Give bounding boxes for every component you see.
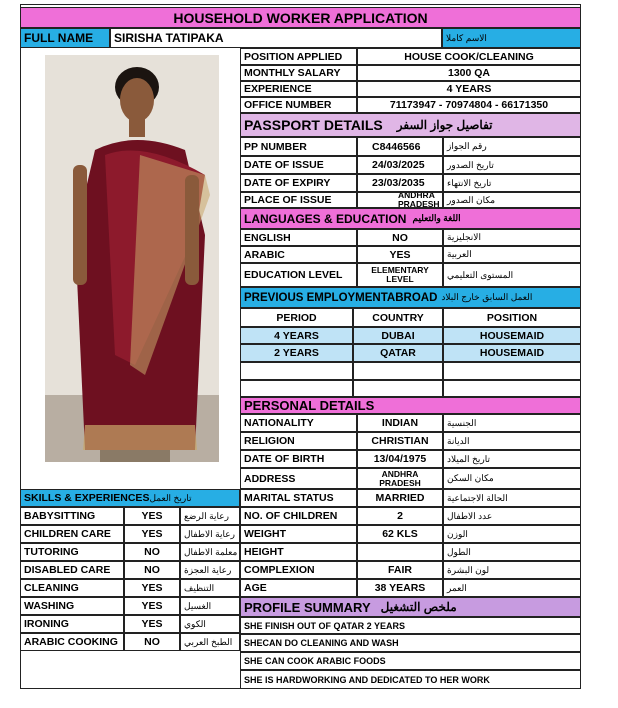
arabic-label: ARABIC (240, 246, 357, 263)
full-name-value: SIRISHA TATIPAKA (110, 28, 442, 48)
profile-line-2: SHECAN DO CLEANING AND WASH (240, 634, 581, 652)
personal-value: 62 KLS (357, 525, 443, 543)
personal-label: NO. OF CHILDREN (240, 507, 357, 525)
skill-label: BABYSITTING (20, 507, 124, 525)
skills-heading (20, 489, 240, 507)
date-of-expiry-ar: تاريخ الانتهاء (443, 174, 581, 192)
profile-heading-text: PROFILE SUMMARY (244, 599, 371, 615)
profile-line-3: SHE CAN COOK ARABIC FOODS (240, 652, 581, 670)
education-level-ar: المستوى التعليمي (443, 263, 581, 287)
personal-ar: لون البشرة (443, 561, 581, 579)
date-of-expiry-label: DATE OF EXPIRY (240, 174, 357, 192)
employment-heading (240, 287, 581, 308)
employment-row-3-country (353, 362, 443, 380)
personal-value: 38 YEARS (357, 579, 443, 597)
skill-label: CHILDREN CARE (20, 525, 124, 543)
skill-value: YES (124, 525, 180, 543)
employment-heading-ar: العمل السابق خارج البلاد (441, 292, 533, 302)
personal-label: NATIONALITY (240, 414, 357, 432)
passport-heading-text: PASSPORT DETAILS (244, 117, 383, 133)
employment-row-4-position (443, 380, 581, 397)
english-value: NO (357, 229, 443, 246)
experience-value: 4 YEARS (357, 81, 581, 97)
employment-heading-text: PREVIOUS EMPLOYMENTABROAD (244, 291, 438, 304)
skill-value: NO (124, 543, 180, 561)
monthly-salary-label: MONTHLY SALARY (240, 65, 357, 81)
office-number-value: 71173947 - 70974804 - 66171350 (357, 97, 581, 113)
date-of-expiry-value: 23/03/2035 (357, 174, 443, 192)
profile-heading (240, 597, 581, 617)
employment-row-1-period: 4 YEARS (240, 327, 353, 344)
english-ar: الانجليزية (443, 229, 581, 246)
skill-ar: التنظيف (180, 579, 240, 597)
pp-number-value: C8446566 (357, 137, 443, 156)
employment-row-1-country: DUBAI (353, 327, 443, 344)
skill-ar: معلمة الاطفال (180, 543, 240, 561)
personal-heading: PERSONAL DETAILS (240, 397, 581, 414)
skill-value: NO (124, 633, 180, 651)
personal-ar: الوزن (443, 525, 581, 543)
candidate-photo-drawing (45, 55, 219, 462)
employment-row-3-position (443, 362, 581, 380)
personal-label: RELIGION (240, 432, 357, 450)
skill-value: YES (124, 579, 180, 597)
employment-row-2-period: 2 YEARS (240, 344, 353, 362)
skill-ar: الطبخ العربي (180, 633, 240, 651)
pp-number-ar: رقم الجواز (443, 137, 581, 156)
personal-ar: العمر (443, 579, 581, 597)
employment-row-2-position: HOUSEMAID (443, 344, 581, 362)
personal-label: MARITAL STATUS (240, 489, 357, 507)
personal-ar: الحالة الاجتماعية (443, 489, 581, 507)
personal-ar: تاريخ الميلاد (443, 450, 581, 468)
experience-label: EXPERIENCE (240, 81, 357, 97)
personal-value: 13/04/1975 (357, 450, 443, 468)
personal-value: INDIAN (357, 414, 443, 432)
arabic-ar: العربية (443, 246, 581, 263)
personal-value: 2 (357, 507, 443, 525)
profile-line-4: SHE IS HARDWORKING AND DEDICATED TO HER WORK (240, 670, 581, 689)
languages-heading-text: LANGUAGES & EDUCATION (244, 211, 407, 226)
pp-number-label: PP NUMBER (240, 137, 357, 156)
english-label: ENGLISH (240, 229, 357, 246)
passport-heading (240, 113, 581, 137)
monthly-salary-value: 1300 QA (357, 65, 581, 81)
place-of-issue-label: PLACE OF ISSUE (240, 192, 357, 208)
place-of-issue-value: ANDHRA PRADESH (357, 192, 443, 208)
skill-ar: رعاية الاطفال (180, 525, 240, 543)
personal-label: COMPLEXION (240, 561, 357, 579)
employment-header-country: COUNTRY (353, 308, 443, 327)
employment-row-4-period (240, 380, 353, 397)
place-of-issue-ar: مكان الصدور (443, 192, 581, 208)
personal-value: CHRISTIAN (357, 432, 443, 450)
date-of-issue-value: 24/03/2025 (357, 156, 443, 174)
passport-heading-ar: تفاصيل جواز السفر (396, 118, 493, 132)
profile-line-1: SHE FINISH OUT OF QATAR 2 YEARS (240, 617, 581, 634)
skill-ar: الغسيل (180, 597, 240, 615)
skill-ar: الكوي (180, 615, 240, 633)
date-of-issue-ar: تاريخ الصدور (443, 156, 581, 174)
personal-ar: مكان السكن (443, 468, 581, 489)
skills-heading-text: SKILLS & EXPERIENCES (24, 492, 150, 504)
skill-label: WASHING (20, 597, 124, 615)
form-title: HOUSEHOLD WORKER APPLICATION (20, 7, 581, 28)
languages-heading (240, 208, 581, 229)
personal-label: HEIGHT (240, 543, 357, 561)
full-name-label: FULL NAME (20, 28, 110, 48)
position-applied-label: POSITION APPLIED (240, 48, 357, 65)
personal-label: WEIGHT (240, 525, 357, 543)
skill-label: ARABIC COOKING (20, 633, 124, 651)
date-of-issue-label: DATE OF ISSUE (240, 156, 357, 174)
profile-heading-ar: ملخص التشغيل (380, 600, 457, 614)
candidate-photo (45, 55, 219, 462)
skill-label: CLEANING (20, 579, 124, 597)
personal-label: ADDRESS (240, 468, 357, 489)
employment-row-2-country: QATAR (353, 344, 443, 362)
full-name-ar: الاسم كاملا (442, 28, 581, 48)
education-level-label: EDUCATION LEVEL (240, 263, 357, 287)
employment-row-1-position: HOUSEMAID (443, 327, 581, 344)
skill-label: TUTORING (20, 543, 124, 561)
personal-ar: الطول (443, 543, 581, 561)
employment-row-4-country (353, 380, 443, 397)
personal-value: ANDHRA PRADESH (357, 468, 443, 489)
skill-value: YES (124, 507, 180, 525)
education-level-value: ELEMENTARY LEVEL (357, 263, 443, 287)
skill-ar: رعاية العجزة (180, 561, 240, 579)
personal-label: AGE (240, 579, 357, 597)
skill-ar: رعاية الرضع (180, 507, 240, 525)
personal-value: MARRIED (357, 489, 443, 507)
position-applied-value: HOUSE COOK/CLEANING (357, 48, 581, 65)
arabic-value: YES (357, 246, 443, 263)
skill-value: YES (124, 615, 180, 633)
personal-value: FAIR (357, 561, 443, 579)
skills-heading-ar: تاريخ العمل (149, 492, 192, 503)
personal-label: DATE OF BIRTH (240, 450, 357, 468)
personal-ar: الديانة (443, 432, 581, 450)
employment-header-period: PERIOD (240, 308, 353, 327)
skill-value: YES (124, 597, 180, 615)
personal-value (357, 543, 443, 561)
skill-label: DISABLED CARE (20, 561, 124, 579)
skill-value: NO (124, 561, 180, 579)
employment-header-position: POSITION (443, 308, 581, 327)
languages-heading-ar: اللغة والتعليم (412, 213, 461, 223)
office-number-label: OFFICE NUMBER (240, 97, 357, 113)
employment-row-3-period (240, 362, 353, 380)
personal-ar: عدد الاطفال (443, 507, 581, 525)
skill-label: IRONING (20, 615, 124, 633)
personal-ar: الجنسية (443, 414, 581, 432)
